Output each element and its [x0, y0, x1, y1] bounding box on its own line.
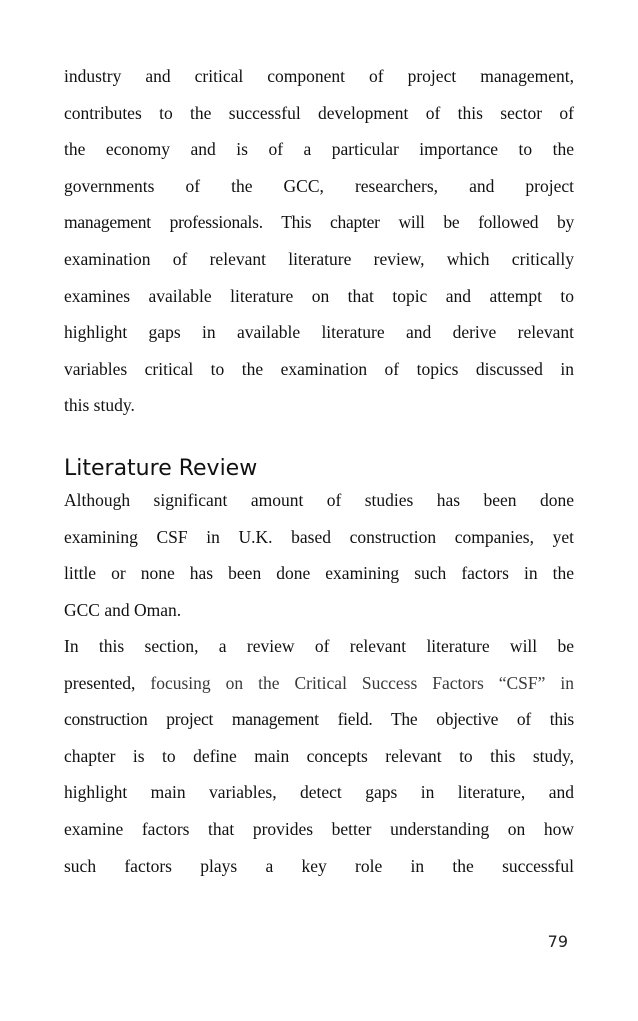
- text-segment-highlight: focusing on the Critical Success Factors “CSF” in: [150, 672, 574, 693]
- text-line: such factors plays a key role in the successful: [64, 855, 574, 876]
- text-line: examine factors that provides better understanding on how: [64, 818, 574, 839]
- text-line: GCC and Oman.: [64, 599, 182, 620]
- paragraph-intro-continuation: [64, 58, 574, 424]
- text-line: the economy and is of a particular importance to the: [64, 139, 574, 160]
- text-segment: presented,: [64, 672, 151, 693]
- text-line: examining CSF in U.K. based construction companies, yet: [64, 526, 574, 547]
- page-number: 79: [547, 932, 568, 951]
- section-heading: Literature Review: [64, 456, 258, 481]
- paragraph-literature-gap: [64, 482, 574, 628]
- text-line: governments of the GCC, researchers, and project: [64, 175, 574, 196]
- text-line: In this section, a review of relevant literature will be: [64, 636, 574, 656]
- text-line: management professionals. This chapter will be followed by: [64, 212, 574, 233]
- text-line: highlight gaps in available literature and derive relevant: [64, 322, 574, 343]
- text-line: little or none has been done examining such factors in the: [64, 563, 574, 584]
- text-line: industry and critical component of project management,: [64, 66, 574, 86]
- text-line: examination of relevant literature review, which critically: [64, 248, 574, 269]
- text-line: construction project management field. The objective of this: [64, 709, 574, 730]
- text-line: highlight main variables, detect gaps in literature, and: [64, 782, 574, 803]
- text-line: contributes to the successful development of this sector of: [64, 102, 574, 123]
- text-line-mixed: [64, 665, 574, 702]
- text-line: examines available literature on that topic and attempt to: [64, 285, 574, 306]
- text-line: Although significant amount of studies has been done: [64, 490, 574, 510]
- text-line: variables critical to the examination of topics discussed in: [64, 358, 574, 379]
- paragraph-section-overview: [64, 628, 574, 884]
- text-line: chapter is to define main concepts relevant to this study,: [64, 745, 574, 766]
- text-line: this study.: [64, 395, 135, 416]
